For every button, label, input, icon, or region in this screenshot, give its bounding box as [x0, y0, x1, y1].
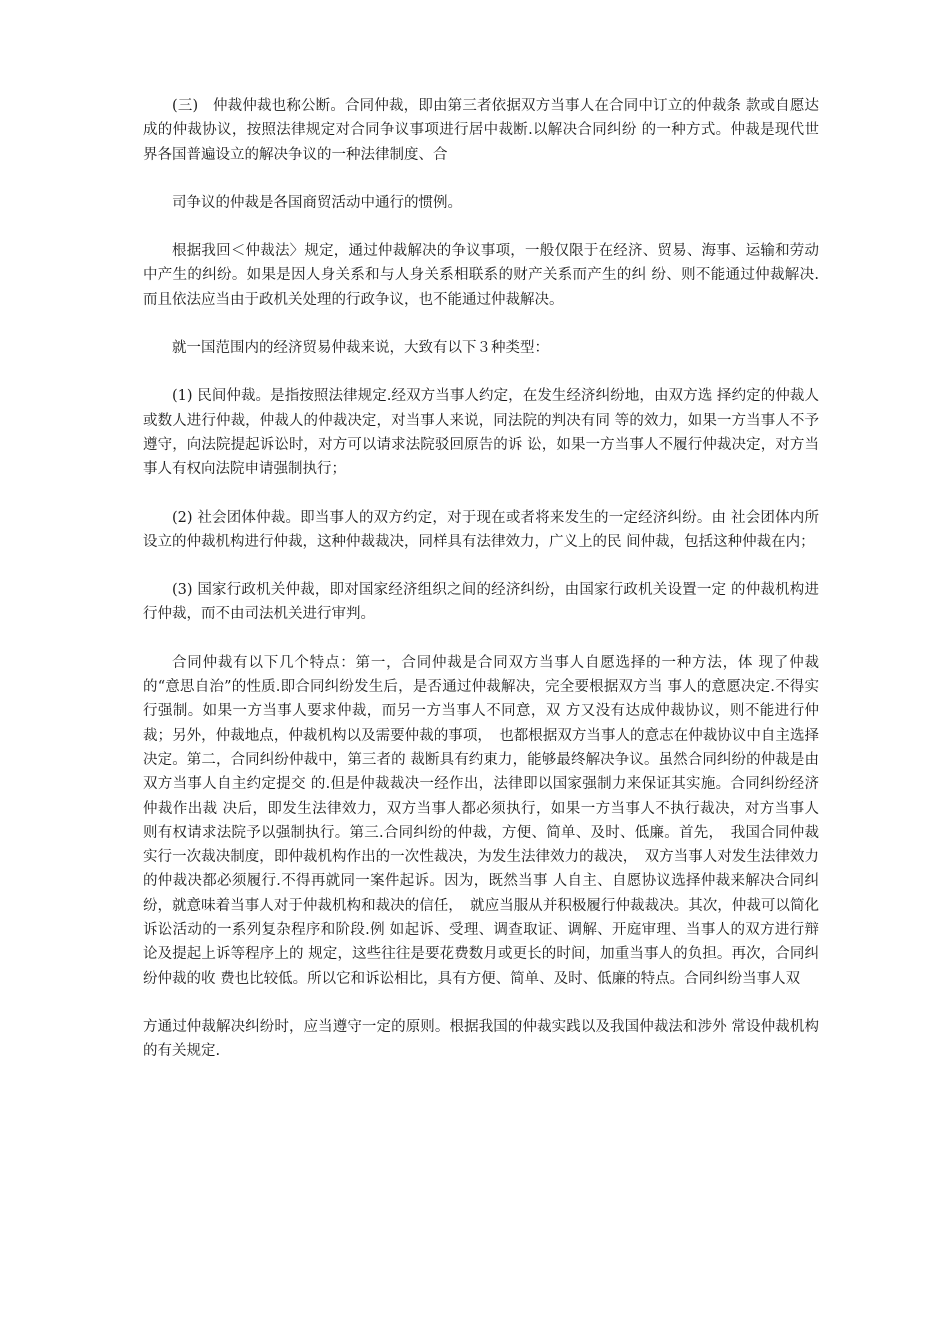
paragraph-arbitration-scope: 根据我回＜仲裁法〉规定，通过仲裁解决的争议事项，一般仅限于在经济、贸易、海事、运输和劳动中产生的纠纷。如果是因人身关系和与人身关系相联系的财产关系而产生的纠 纷、则不能通过仲裁解决.而且依法应当由于政机关处理的行政争议，也不能通过仲裁解决。	[143, 243, 819, 308]
document-body	[143, 94, 819, 1064]
paragraph-types-intro: 就一国范围内的经济贸易仲裁来说，大致有以下３种类型：	[172, 340, 549, 357]
paragraph-principles: 方通过仲裁解决纠纷时，应当遵守一定的原则。根据我国的仲裁实践以及我国仲裁法和涉外 常设仲裁机构的有关规定.	[143, 1018, 819, 1060]
paragraph-continuation: 司争议的仲裁是各国商贸活动中通行的惯例。	[172, 194, 462, 211]
paragraph-characteristics: 合同仲裁有以下几个特点：第一，合同仲裁是合同双方当事人自愿选择的一种方法，体 现了仲裁的“意思自治”的性质.即合同纠纷发生后，是否通过仲裁解决，完全要根据双方当 事人的意愿决定.不得实行强制。如果一方当事人要求仲裁，而另一方当事人不同意，双 方又没有达成仲裁协议，则不能进行仲裁；另外，仲裁地点，仲裁机构以及需要仲裁的事项， 也都根据双方当事人的意志在仲裁协议中自主选择决定。第二，合同纠纷仲裁中，第三者的 裁断具有约東力，能够最终解决争议。虽然合同纠纷的仲裁是由双方当事人自主约定提交 的.但是仲裁裁决一经作出，法律即以国家强制力来保证其实施。合同纠纷经济仲裁作出裁 决后，即发生法律效力，双方当事人都必须执行，如果一方当事人不执行裁决，对方当事人 则有权请求法院予以强制执行。第三.合同纠纷的仲裁，方便、简单、及时、低廉。首先， 我国合同仲裁实行一次裁决制度，即仲裁机构作出的一次性裁决，为发生法律效力的裁决， 双方当事人对发生法律效力的仲裁决都必须履行.不得再就同一案件起诉。因为，既然当事 人自主、自愿协议选择仲裁来解决合同纠纷，就意味着当事人对于仲裁机构和裁决的信任， 就应当服从并积极履行仲裁裁决。其次，仲裁可以简化诉讼活动的一系列复杂程序和阶段.例 如起诉、受理、调查取证、调解、开庭审理、当事人的双方进行辩论及提起上诉等程序上的 规定，这些往往是要花费数月或更长的时间，加重当事人的负担。再次，合同纠纷仲裁的收 费也比较低。所以它和诉讼相比，具有方便、简单、及时、低廉的特点。合同纠纷当事人双	[143, 654, 819, 987]
paragraph-arbitration-definition: (三) 仲裁仲裁也称公断。合同仲裁，即由第三者依据双方当事人在合同中订立的仲裁条 款或自愿达成的仲裁协议，按照法律规定对合同争议事项进行居中裁断.以解决合同纠纷 的一种方式。仲裁是现代世界各国普遍设立的解决争议的一种法律制度、合	[143, 98, 819, 163]
paragraph-type-civil: (1) 民间仲裁。是指按照法律规定.经双方当事人约定，在发生经济纠纷地，由双方选 择约定的仲裁人或数人进行仲裁，仲裁人的仲裁决定，对当事人来说，同法院的判决有同 等的效力，如果一方当事人不予遵守，向法院提起诉讼时，对方可以请求法院驳回原告的诉 讼，如果一方当事人不履行仲裁决定，对方当事人有权向法院申请强制执行；	[143, 388, 819, 478]
paragraph-type-social: (2) 社会团体仲裁。即当事人的双方约定，对于现在或者将来发生的一定经济纠纷。由 社会团体内所设立的仲裁机构进行仲裁，这种仲裁裁决，同样具有法律效力，广义上的民 间仲裁，包括这种仲裁在内；	[143, 509, 819, 550]
paragraph-type-administrative: (3) 国家行政机关仲裁，即对国家经济组织之间的经济纠纷，由国家行政机关设置一定 的仲裁机构进行仲裁，而不由司法机关进行审判。	[143, 582, 819, 623]
